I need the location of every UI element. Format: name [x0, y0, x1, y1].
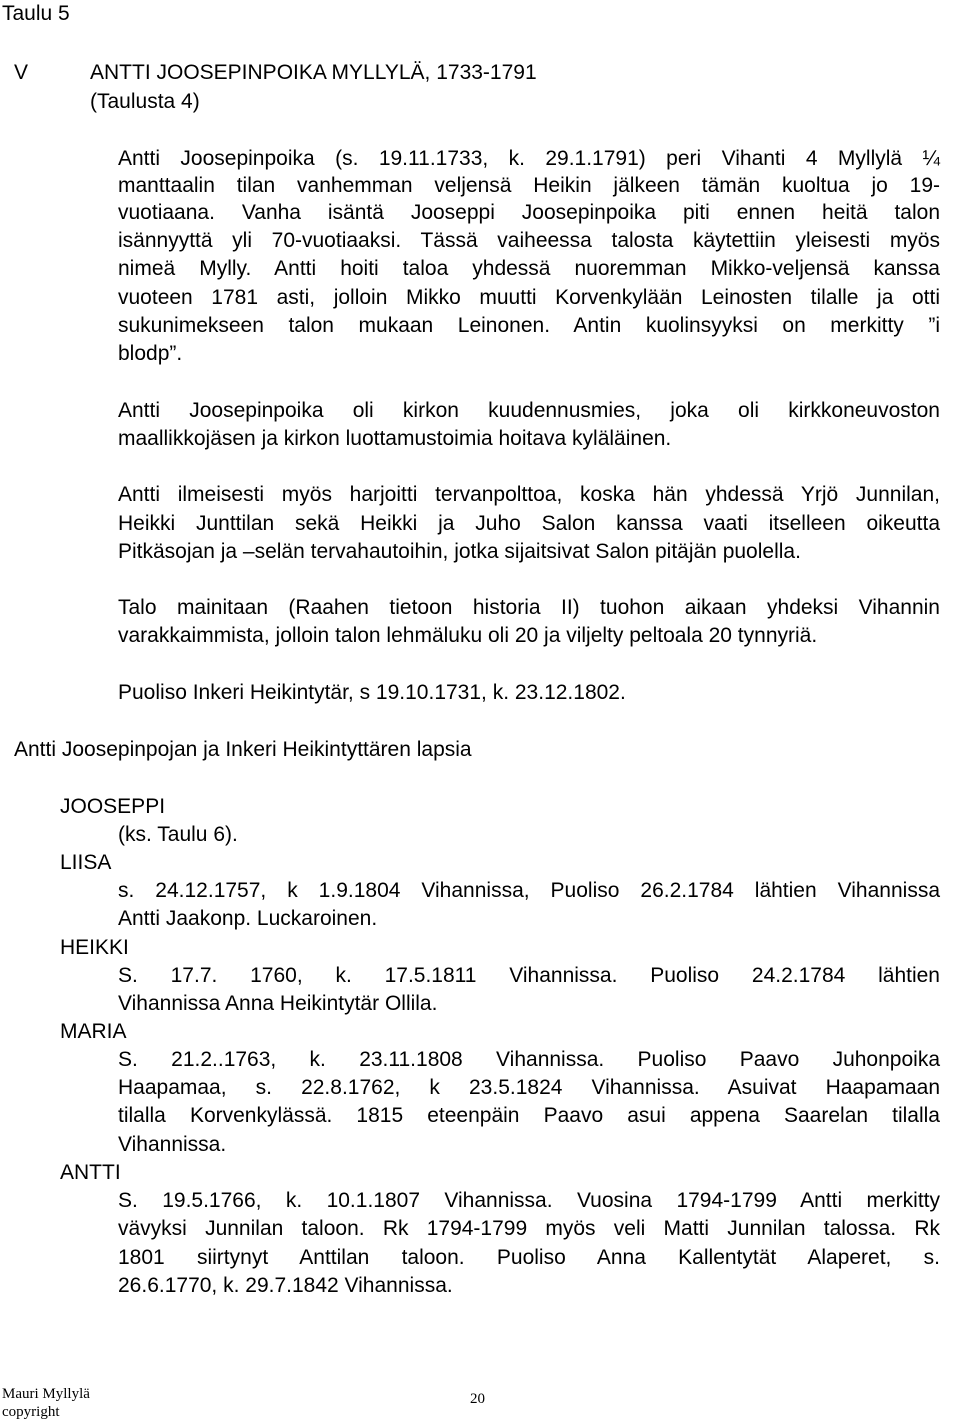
paragraph-line: nimeä Mylly. Antti hoiti taloa yhdessä nuoremman Mikko-veljensä kanssa — [118, 257, 940, 280]
paragraph-line: isännyyttä yli 70-vuotiaaksi. Tässä vaiheessa talosta käytettiin yleisesti myös — [118, 229, 940, 252]
paragraph-line: varakkaimmista, jolloin talon lehmäluku oli 20 ja viljelty peltoala 20 tynnyriä. — [118, 624, 818, 647]
paragraph-line: sukunimekseen talon mukaan Leinonen. Antin kuolinsyyksi on merkitty ”i — [118, 314, 940, 337]
source-reference: (Taulusta 4) — [90, 90, 200, 113]
footer-copyright: copyright — [2, 1404, 60, 1420]
child-detail-line: (ks. Taulu 6). — [118, 823, 238, 846]
paragraph-line: vuotiaana. Vanha isäntä Jooseppi Joosepinpoika piti ennen heitä talon — [118, 201, 940, 224]
child-detail-line: Vihannissa Anna Heikintytär Ollila. — [118, 992, 438, 1015]
child-name: MARIA — [60, 1020, 127, 1043]
paragraph-line: Heikki Junttilan sekä Heikki ja Juho Salon kanssa vaati itselleen oikeutta — [118, 512, 940, 535]
paragraph-line: Talo mainitaan (Raahen tietoon historia II) tuohon aikaan yhdeksi Vihannin — [118, 596, 940, 619]
paragraph-line: manttaalin tilan vanhemman veljensä Heikin jälkeen tämän kuoltua jo 19- — [118, 174, 940, 197]
paragraph-line: Antti Joosepinpoika (s. 19.11.1733, k. 29.1.1791) peri Vihanti 4 Myllylä ¼ — [118, 147, 940, 170]
table-label: Taulu 5 — [2, 2, 70, 25]
child-detail-line: S. 21.2..1763, k. 23.11.1808 Vihannissa. Puoliso Paavo Juhonpoika — [118, 1048, 940, 1071]
paragraph-line: Pitkäsojan ja –selän tervahautoihin, jotka sijaitsivat Salon pitäjän puolella. — [118, 540, 801, 563]
person-title: ANTTI JOOSEPINPOIKA MYLLYLÄ, 1733-1791 — [90, 61, 537, 84]
child-name: JOOSEPPI — [60, 795, 166, 818]
child-detail-line: 1801 siirtynyt Anttilan taloon. Puoliso Anna Kallentytät Alaperet, s. — [118, 1246, 940, 1269]
child-detail-line: tilalla Korvenkylässä. 1815 eteenpäin Paavo asui appena Saarelan tilalla — [118, 1104, 940, 1127]
child-detail-line: Antti Jaakonp. Luckaroinen. — [118, 907, 378, 930]
child-name: HEIKKI — [60, 936, 129, 959]
paragraph-line: Antti ilmeisesti myös harjoitti tervanpolttoa, koska hän yhdessä Yrjö Junnilan, — [118, 483, 940, 506]
generation-numeral: V — [14, 61, 29, 84]
page-number: 20 — [470, 1391, 485, 1407]
footer-author: Mauri Myllylä — [2, 1386, 90, 1402]
child-detail-line: vävyksi Junnilan taloon. Rk 1794-1799 myös veli Matti Junnilan talossa. Rk — [118, 1217, 940, 1240]
paragraph-line: maallikkojäsen ja kirkon luottamustoimia hoitava kyläläinen. — [118, 427, 672, 450]
child-name: LIISA — [60, 851, 112, 874]
paragraph-line: vuoteen 1781 asti, jolloin Mikko muutti Korvenkylään Leinosten tilalle ja otti — [118, 286, 940, 309]
children-heading: Antti Joosepinpojan ja Inkeri Heikintyttären lapsia — [14, 738, 472, 761]
child-detail-line: S. 17.7. 1760, k. 17.5.1811 Vihannissa. Puoliso 24.2.1784 lähtien — [118, 964, 940, 987]
child-detail-line: Haapamaa, s. 22.8.1762, k 23.5.1824 Vihannissa. Asuivat Haapamaan — [118, 1076, 940, 1099]
child-detail-line: S. 19.5.1766, k. 10.1.1807 Vihannissa. Vuosina 1794-1799 Antti merkitty — [118, 1189, 940, 1212]
child-detail-line: s. 24.12.1757, k 1.9.1804 Vihannissa, Puoliso 26.2.1784 lähtien Vihannissa — [118, 879, 940, 902]
spouse-line: Puoliso Inkeri Heikintytär, s 19.10.1731, k. 23.12.1802. — [118, 681, 626, 704]
paragraph-line: blodp”. — [118, 342, 183, 365]
child-detail-line: 26.6.1770, k. 29.7.1842 Vihannissa. — [118, 1274, 453, 1297]
child-name: ANTTI — [60, 1161, 121, 1184]
paragraph-line: Antti Joosepinpoika oli kirkon kuudennusmies, joka oli kirkkoneuvoston — [118, 399, 940, 422]
child-detail-line: Vihannissa. — [118, 1133, 227, 1156]
